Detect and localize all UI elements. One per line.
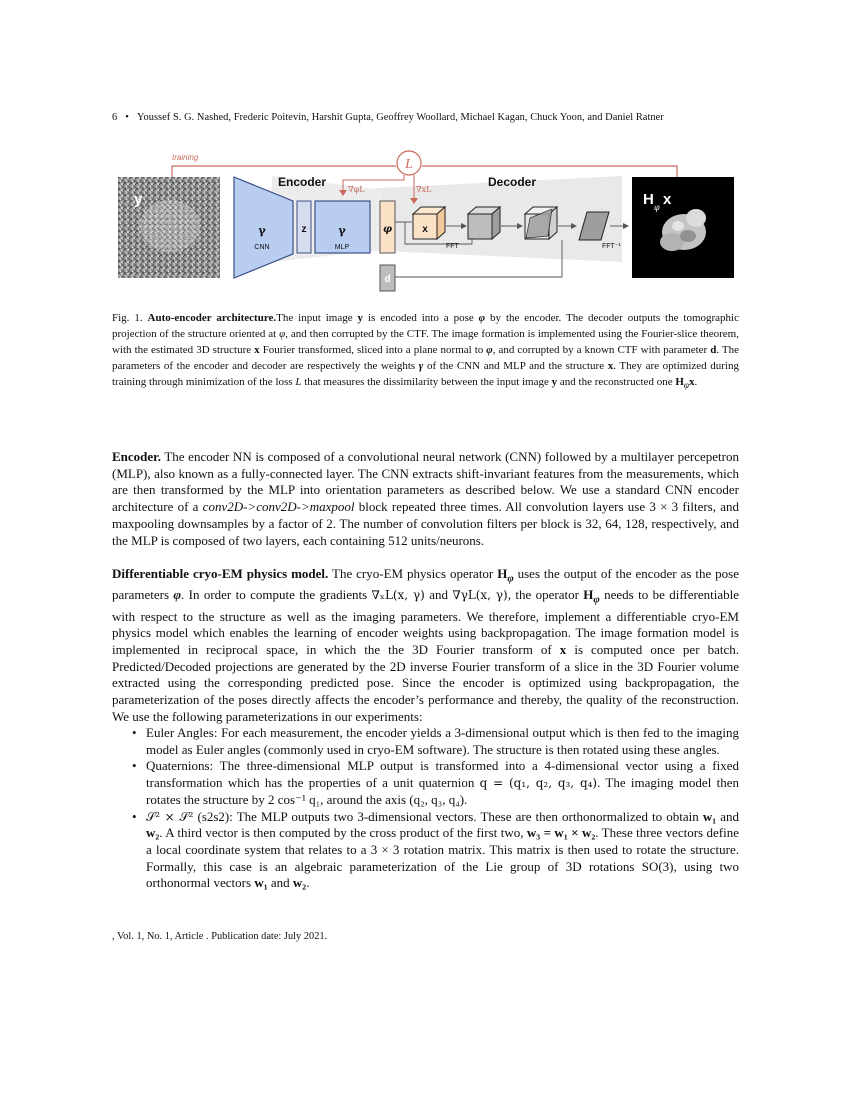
output-x-label: x: [663, 191, 672, 208]
author-list: Youssef S. G. Nashed, Frederic Poitevin, Harshit Gupta, Geoffrey Woollard, Michael Kagan, Chuck Yoon, and Daniel Ratner: [136, 112, 664, 123]
structure-x-label: x: [422, 224, 428, 235]
physics-model-heading: Differentiable cryo-EM physics model.: [112, 566, 329, 581]
bullet-dot: •: [132, 725, 137, 740]
output-h-subscript: φ: [654, 203, 660, 212]
latent-z-label: z: [301, 224, 307, 235]
cnn-gamma: γ: [258, 224, 266, 237]
page-number: 6: [112, 112, 118, 123]
list-item-euler: • Euler Angles: For each measurement, the encoder yields a 3-dimensional output which is then fed to the imaging model as Euler angles (commonly used in cryo-EM software). The structure is then rotated using these angles.: [132, 725, 739, 757]
encoder-title: Encoder: [277, 175, 327, 189]
list-item-quaternions: • Quaternions: The three-dimensional MLP output is transformed into a 4-dimensional vector using a fixed transformation which has the properties of a unit quaternion q = (q₁, q₂, q₃, q₄). The imaging model then rotates the structure by 2 cos⁻¹ q₁, around the axis (q₂, q₃, q₄).: [132, 758, 739, 807]
output-h-label: H: [643, 191, 654, 208]
ctf-d-label: d: [384, 274, 391, 285]
loss-label: L: [405, 157, 413, 172]
encoder-architecture: conv2D->conv2D->maxpool: [202, 499, 355, 515]
physics-model-paragraph: Differentiable cryo-EM physics model. The cryo-EM physics operator $H_\varphi$ uses the output of the encoder as the pose parameters φ. In order to compute the gradients ∇ₓL(x, γ) and ∇γL(x, γ), the operator $H_\varphi$ needs to be differentiable with respect to the structure as well as the imaging parameters. We therefore, implement a differentiable cryo-EM physics model which enables the learning of encoder weights using backpropagation. The image formation model is implemented in reciprocal space, in which the the 3D Fourier transform of x is computed once per batch. Predicted/Decoded projections are generated by the 2D inverse Fourier transform of a slice in the 3D Fourier volume extracted using the corresponding predicted pose. Since the encoder is optimized using backpropagation, the parameterization of the poses directly affects the encoder’s performance and thereby, the quality of the reconstruction. We use the following parameterizations in our experiments:: [112, 566, 739, 724]
fft-volume-cube: [468, 207, 500, 239]
architecture-diagram: [112, 146, 738, 298]
input-y-label: y: [134, 191, 143, 208]
encoder-paragraph: Encoder. The encoder NN is composed of a convolutional neural network (CNN) followed by a multilayer percepetron (MLP), also known as a fully-connected layer. The CNN extracts shift-invariant features from the measurements, which are then transformed by the MLP into orientation parameters as described below. We use a standard CNN encoder architecture of a conv2D->conv2D->maxpool block repeated three times. All convolution layers use 3 × 3 filters, and maxpooling downsamples by a factor of 2. The number of convolution filters per block is 32, 64, 128, respectively, and the MLP is composed of two layers, each containing 512 units/neurons.: [112, 449, 739, 548]
bullet-dot: •: [132, 758, 137, 774]
sliced-volume-cube: [525, 207, 557, 239]
running-header: [112, 112, 742, 123]
grad-phi-label: ∇φL: [348, 185, 365, 194]
parameterization-list: [112, 725, 739, 892]
mlp-label: MLP: [334, 244, 350, 251]
training-label: training: [172, 153, 199, 162]
grad-x-label: ∇xL: [416, 185, 432, 194]
structure-x-cube: [413, 207, 445, 239]
page-footer: , Vol. 1, No. 1, Article . Publication date: July 2021.: [112, 931, 328, 942]
list-item-s2s2: • 𝒮² × 𝒮² (s2s2): The MLP outputs two 3-dimensional vectors. These are then orthonormalized to obtain w₁ and w₂. A third vector is then computed by the cross product of the first two, w₃ = w₁ × w₂. These three vectors define a local coordinate system that relates to a 3 × 3 rotation matrix. This matrix is then used to rotate the structure. Formally, this case is an algebraic parameterization of the Lie group of 3D rotations SO(3), using two orthonormal vectors w₁ and w₂.: [132, 808, 739, 891]
architecture-figure: [112, 146, 738, 298]
cnn-label: CNN: [254, 244, 270, 251]
caption-fig-label: Fig. 1.: [112, 312, 143, 324]
mlp-gamma: γ: [338, 224, 346, 237]
fft-label: FFT: [446, 243, 459, 250]
encoder-heading: Encoder.: [112, 449, 161, 464]
ifft-label: FFT⁻¹: [602, 243, 621, 250]
header-bullet: •: [125, 112, 129, 123]
decoder-title: Decoder: [487, 175, 537, 189]
caption-title: Auto-encoder architecture.: [147, 312, 277, 324]
pose-phi-label: φ: [382, 224, 393, 235]
bullet-dot: •: [132, 808, 137, 824]
figure-caption: Fig. 1. Auto-encoder architecture.The input image y is encoded into a pose φ by the encoder. The decoder outputs the tomographic projection of the structure oriented at φ, and then corrupted by the CTF. The image formation is implemented using the Fourier-slice theorem, with the estimated 3D structure x Fourier transformed, sliced into a plane normal to φ, and corrupted by a known CTF with parameter d. The parameters of the encoder and decoder are respectively the weights γ of the CNN and MLP and the structure x. They are optimized during training through minimization of the loss L that measures the dissimilarity between the input image y and the reconstructed one $H_\varphi x$.: [112, 312, 739, 390]
